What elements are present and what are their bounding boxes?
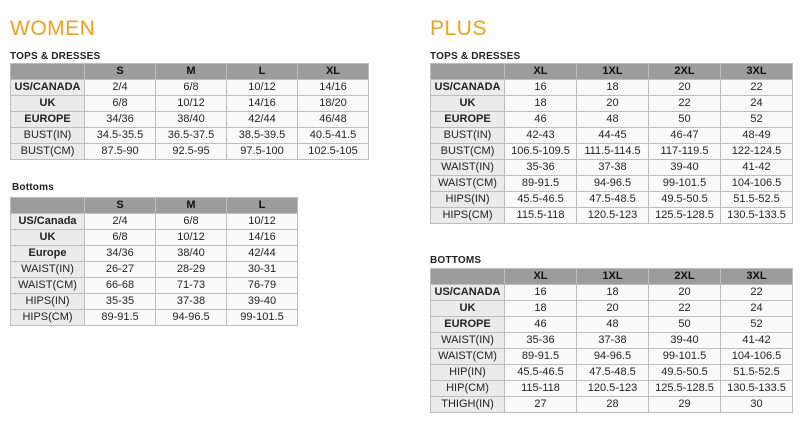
size-cell: 18 <box>577 80 649 96</box>
size-cell: 24 <box>721 96 793 112</box>
size-cell: 50 <box>649 112 721 128</box>
column-header: L <box>227 198 298 214</box>
size-cell: 34/36 <box>85 246 156 262</box>
row-label: THIGH(IN) <box>431 397 505 413</box>
table-row <box>11 80 369 96</box>
size-cell: 20 <box>577 96 649 112</box>
column-header: 1XL <box>577 269 649 285</box>
size-cell: 16 <box>505 285 577 301</box>
header-row <box>11 198 298 214</box>
header-row <box>431 269 793 285</box>
women-tops-table <box>10 63 369 160</box>
size-cell: 14/16 <box>298 80 369 96</box>
column-header: M <box>156 198 227 214</box>
size-cell: 10/12 <box>227 80 298 96</box>
row-label: US/Canada <box>11 214 85 230</box>
size-cell: 48 <box>577 112 649 128</box>
size-cell: 71-73 <box>156 278 227 294</box>
size-cell: 30-31 <box>227 262 298 278</box>
row-label: HIPS(IN) <box>11 294 85 310</box>
size-cell: 27 <box>505 397 577 413</box>
size-cell: 48 <box>577 317 649 333</box>
row-label: EUROPE <box>431 317 505 333</box>
table-row <box>431 192 793 208</box>
women-bottoms-table <box>10 197 298 326</box>
row-label: HIP(CM) <box>431 381 505 397</box>
size-cell: 20 <box>649 80 721 96</box>
plus-heading: PLUS <box>430 17 487 40</box>
table-row <box>11 230 298 246</box>
row-label: BUST(IN) <box>431 128 505 144</box>
row-label: EUROPE <box>11 112 85 128</box>
size-cell: 18 <box>505 301 577 317</box>
size-cell: 10/12 <box>227 214 298 230</box>
header-corner <box>431 269 505 285</box>
size-cell: 46-47 <box>649 128 721 144</box>
row-label: WAIST(IN) <box>11 262 85 278</box>
size-cell: 115-118 <box>505 381 577 397</box>
size-cell: 41-42 <box>721 333 793 349</box>
size-cell: 10/12 <box>156 230 227 246</box>
header-corner <box>431 64 505 80</box>
size-cell: 76-79 <box>227 278 298 294</box>
row-label: BUST(CM) <box>431 144 505 160</box>
size-cell: 46 <box>505 317 577 333</box>
size-cell: 34.5-35.5 <box>85 128 156 144</box>
row-label: HIPS(CM) <box>11 310 85 326</box>
size-cell: 104-106.5 <box>721 176 793 192</box>
row-label: BUST(CM) <box>11 144 85 160</box>
row-label: WAIST(CM) <box>11 278 85 294</box>
table-row <box>11 144 369 160</box>
plus-tops-caption: TOPS & DRESSES <box>430 51 521 62</box>
size-cell: 35-36 <box>505 160 577 176</box>
table-row <box>431 144 793 160</box>
size-cell: 87.5-90 <box>85 144 156 160</box>
header-corner <box>11 198 85 214</box>
size-cell: 18 <box>577 285 649 301</box>
size-cell: 37-38 <box>156 294 227 310</box>
size-cell: 30 <box>721 397 793 413</box>
size-cell: 37-38 <box>577 333 649 349</box>
table-row <box>431 128 793 144</box>
size-cell: 48-49 <box>721 128 793 144</box>
size-cell: 47.5-48.5 <box>577 192 649 208</box>
size-cell: 10/12 <box>156 96 227 112</box>
size-cell: 97.5-100 <box>227 144 298 160</box>
size-cell: 99-101.5 <box>227 310 298 326</box>
table-row <box>11 128 369 144</box>
size-cell: 6/8 <box>156 214 227 230</box>
row-label: EUROPE <box>431 112 505 128</box>
size-cell: 42/44 <box>227 246 298 262</box>
size-cell: 38.5-39.5 <box>227 128 298 144</box>
row-label: UK <box>431 96 505 112</box>
size-cell: 42-43 <box>505 128 577 144</box>
size-cell: 34/36 <box>85 112 156 128</box>
size-cell: 66-68 <box>85 278 156 294</box>
size-cell: 20 <box>577 301 649 317</box>
column-header: XL <box>298 64 369 80</box>
size-cell: 24 <box>721 301 793 317</box>
size-cell: 6/8 <box>85 96 156 112</box>
size-cell: 94-96.5 <box>577 176 649 192</box>
size-cell: 99-101.5 <box>649 349 721 365</box>
table-row <box>431 160 793 176</box>
table-row <box>431 317 793 333</box>
header-row <box>431 64 793 80</box>
size-cell: 22 <box>721 285 793 301</box>
size-cell: 6/8 <box>156 80 227 96</box>
row-label: WAIST(CM) <box>431 176 505 192</box>
table-row <box>431 176 793 192</box>
row-label: UK <box>431 301 505 317</box>
size-cell: 130.5-133.5 <box>721 381 793 397</box>
size-cell: 99-101.5 <box>649 176 721 192</box>
row-label: US/CANADA <box>11 80 85 96</box>
size-cell: 130.5-133.5 <box>721 208 793 224</box>
size-cell: 39-40 <box>649 160 721 176</box>
size-cell: 104-106.5 <box>721 349 793 365</box>
size-cell: 18/20 <box>298 96 369 112</box>
size-cell: 49.5-50.5 <box>649 365 721 381</box>
row-label: HIPS(IN) <box>431 192 505 208</box>
size-cell: 47.5-48.5 <box>577 365 649 381</box>
row-label: WAIST(IN) <box>431 333 505 349</box>
size-cell: 14/16 <box>227 230 298 246</box>
row-label: WAIST(CM) <box>431 349 505 365</box>
size-cell: 28-29 <box>156 262 227 278</box>
size-cell: 45.5-46.5 <box>505 365 577 381</box>
size-cell: 38/40 <box>156 112 227 128</box>
size-cell: 106.5-109.5 <box>505 144 577 160</box>
row-label: US/CANADA <box>431 80 505 96</box>
size-cell: 28 <box>577 397 649 413</box>
table-row <box>11 278 298 294</box>
size-cell: 18 <box>505 96 577 112</box>
column-header: 2XL <box>649 64 721 80</box>
table-row <box>431 96 793 112</box>
size-cell: 16 <box>505 80 577 96</box>
size-cell: 20 <box>649 285 721 301</box>
table-row <box>11 112 369 128</box>
size-cell: 45.5-46.5 <box>505 192 577 208</box>
table-row <box>431 285 793 301</box>
size-cell: 120.5-123 <box>577 381 649 397</box>
size-cell: 92.5-95 <box>156 144 227 160</box>
table-row <box>431 112 793 128</box>
size-cell: 120.5-123 <box>577 208 649 224</box>
size-cell: 102.5-105 <box>298 144 369 160</box>
size-cell: 37-38 <box>577 160 649 176</box>
plus-bottoms-caption: BOTTOMS <box>430 255 482 266</box>
size-cell: 125.5-128.5 <box>649 208 721 224</box>
size-cell: 35-35 <box>85 294 156 310</box>
table-row <box>431 333 793 349</box>
size-cell: 26-27 <box>85 262 156 278</box>
row-label: HIP(IN) <box>431 365 505 381</box>
size-cell: 2/4 <box>85 214 156 230</box>
size-cell: 89-91.5 <box>505 349 577 365</box>
table-row <box>11 246 298 262</box>
size-cell: 41-42 <box>721 160 793 176</box>
table-row <box>11 310 298 326</box>
size-cell: 42/44 <box>227 112 298 128</box>
size-cell: 6/8 <box>85 230 156 246</box>
women-heading: WOMEN <box>10 17 96 40</box>
size-cell: 94-96.5 <box>156 310 227 326</box>
size-cell: 2/4 <box>85 80 156 96</box>
size-cell: 40.5-41.5 <box>298 128 369 144</box>
size-cell: 22 <box>721 80 793 96</box>
size-cell: 94-96.5 <box>577 349 649 365</box>
plus-bottoms-table <box>430 268 793 413</box>
table-row <box>431 381 793 397</box>
size-cell: 51.5-52.5 <box>721 192 793 208</box>
table-row <box>11 96 369 112</box>
table-row <box>431 301 793 317</box>
column-header: 3XL <box>721 269 793 285</box>
column-header: S <box>85 198 156 214</box>
row-label: US/CANADA <box>431 285 505 301</box>
size-cell: 125.5-128.5 <box>649 381 721 397</box>
women-tops-caption: TOPS & DRESSES <box>10 51 101 62</box>
row-label: Europe <box>11 246 85 262</box>
size-cell: 122-124.5 <box>721 144 793 160</box>
size-cell: 46 <box>505 112 577 128</box>
table-row <box>431 80 793 96</box>
row-label: HIPS(CM) <box>431 208 505 224</box>
size-cell: 111.5-114.5 <box>577 144 649 160</box>
table-row <box>11 214 298 230</box>
column-header: L <box>227 64 298 80</box>
size-cell: 39-40 <box>227 294 298 310</box>
size-cell: 89-91.5 <box>505 176 577 192</box>
size-cell: 115.5-118 <box>505 208 577 224</box>
size-cell: 35-36 <box>505 333 577 349</box>
size-cell: 44-45 <box>577 128 649 144</box>
size-cell: 51.5-52.5 <box>721 365 793 381</box>
women-bottoms-caption: Bottoms <box>12 182 54 193</box>
size-cell: 89-91.5 <box>85 310 156 326</box>
column-header: XL <box>505 269 577 285</box>
row-label: UK <box>11 96 85 112</box>
size-cell: 49.5-50.5 <box>649 192 721 208</box>
plus-tops-table <box>430 63 793 224</box>
column-header: XL <box>505 64 577 80</box>
table-row <box>11 262 298 278</box>
size-cell: 14/16 <box>227 96 298 112</box>
size-cell: 52 <box>721 112 793 128</box>
column-header: 1XL <box>577 64 649 80</box>
table-row <box>11 294 298 310</box>
size-cell: 50 <box>649 317 721 333</box>
row-label: UK <box>11 230 85 246</box>
size-cell: 52 <box>721 317 793 333</box>
header-corner <box>11 64 85 80</box>
table-row <box>431 349 793 365</box>
size-cell: 39-40 <box>649 333 721 349</box>
size-cell: 36.5-37.5 <box>156 128 227 144</box>
size-cell: 38/40 <box>156 246 227 262</box>
column-header: S <box>85 64 156 80</box>
row-label: WAIST(IN) <box>431 160 505 176</box>
header-row <box>11 64 369 80</box>
column-header: 3XL <box>721 64 793 80</box>
column-header: M <box>156 64 227 80</box>
size-cell: 29 <box>649 397 721 413</box>
size-cell: 117-119.5 <box>649 144 721 160</box>
size-cell: 22 <box>649 96 721 112</box>
size-cell: 22 <box>649 301 721 317</box>
row-label: BUST(IN) <box>11 128 85 144</box>
size-cell: 46/48 <box>298 112 369 128</box>
table-row <box>431 365 793 381</box>
table-row <box>431 397 793 413</box>
table-row <box>431 208 793 224</box>
column-header: 2XL <box>649 269 721 285</box>
